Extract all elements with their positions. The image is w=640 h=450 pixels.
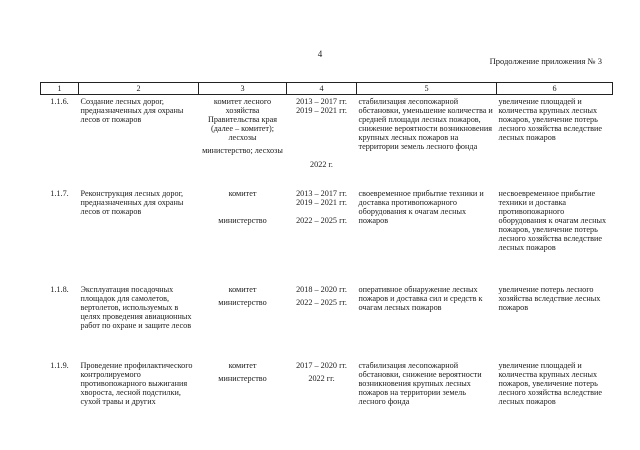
expected-result: стабилизация лесопожарной обстановки, уменьшение количества и средней площади лесных пожаров, снижение вероятности возникновения крупных лесных пожаров на территории земель лесного фонда bbox=[358, 97, 493, 151]
column-header-5: 5 bbox=[357, 83, 497, 95]
expected-result: стабилизация лесопожарной обстановки, снижение вероятности возникновения крупных лесных пожаров на территории земель лесного фонда bbox=[358, 360, 482, 406]
measure-name: Эксплуатация посадочных площадок для самолетов, вертолетов, используемых в целях проведения авиационных работ по охране и защите лесов bbox=[80, 284, 192, 330]
measure-name: Создание лесных дорог, предназначенных для охраны лесов от пожаров bbox=[80, 97, 184, 124]
term-period: 2022 гг. bbox=[308, 373, 335, 383]
term-period: 2019 – 2021 гг. bbox=[296, 106, 347, 115]
non-implementation-effect: увеличение площадей и количества крупных лесных пожаров, увеличение потерь лесного хозяйства вследствие лесных пожаров bbox=[498, 97, 603, 142]
table-row bbox=[41, 95, 613, 187]
table-row bbox=[41, 283, 613, 359]
table-header-row bbox=[41, 83, 613, 95]
term-cell bbox=[287, 283, 357, 359]
term-period: 2018 – 2020 гг. bbox=[296, 284, 347, 294]
term-cell bbox=[287, 359, 357, 429]
term-period: 2017 – 2020 гг. bbox=[296, 360, 347, 370]
term-period: 2022 г. bbox=[310, 160, 333, 169]
executor-primary: комитет лесного хозяйства Правительства края (далее – комитет); лесхозы bbox=[207, 97, 278, 142]
executor-secondary: министерство; лесхозы bbox=[202, 146, 283, 155]
continuation-label: Продолжение приложения № 3 bbox=[489, 56, 602, 66]
non-implementation-effect: несвоевременное прибытие техники и доставка противопожарного оборудования к очагам лесных пожаров, увеличение потерь лесного хозяйства вследствие лесных пожаров bbox=[498, 188, 607, 252]
executor-cell bbox=[199, 283, 287, 359]
table-row bbox=[41, 359, 613, 429]
executor-secondary: министерство bbox=[218, 215, 267, 225]
column-header-3: 3 bbox=[199, 83, 287, 95]
term-period: 2019 – 2021 гг. bbox=[296, 197, 347, 207]
non-implementation-effect: увеличение площадей и количества крупных лесных пожаров, увеличение потерь лесного хозяйства вследствие лесных пожаров bbox=[498, 360, 603, 406]
column-header-4: 4 bbox=[287, 83, 357, 95]
executor-secondary: министерство bbox=[218, 373, 267, 383]
term-period: 2022 – 2025 гг. bbox=[296, 215, 347, 225]
column-header-6: 6 bbox=[497, 83, 613, 95]
non-implementation-effect: увеличение потерь лесного хозяйства вследствие лесных пожаров bbox=[498, 284, 601, 312]
measures-table bbox=[40, 82, 613, 429]
term-cell bbox=[287, 187, 357, 283]
term-cell bbox=[287, 95, 357, 187]
column-header-2: 2 bbox=[79, 83, 199, 95]
term-period: 2022 – 2025 гг. bbox=[296, 297, 347, 307]
executor-primary: комитет bbox=[228, 284, 257, 294]
term-period: 2013 – 2017 гг. bbox=[296, 188, 347, 198]
executor-primary: комитет bbox=[228, 360, 257, 370]
executor-cell bbox=[199, 359, 287, 429]
row-number: 1.1.6. bbox=[50, 97, 69, 106]
table-row bbox=[41, 187, 613, 283]
page-number: 4 bbox=[317, 49, 323, 59]
column-header-1: 1 bbox=[41, 83, 79, 95]
measure-name: Проведение профилактического контролируемого противопожарного выжигания хвороста, лесной подстилки, сухой травы и других bbox=[80, 360, 193, 406]
executor-secondary: министерство bbox=[218, 297, 267, 307]
executor-cell bbox=[199, 187, 287, 283]
executor-cell bbox=[199, 95, 287, 187]
executor-primary: комитет bbox=[228, 188, 257, 198]
row-number: 1.1.8. bbox=[50, 284, 69, 294]
expected-result: оперативное обнаружение лесных пожаров и доставка сил и средств к очагам лесных пожаров bbox=[358, 284, 483, 312]
measure-name: Реконструкция лесных дорог, предназначенных для охраны лесов от пожаров bbox=[80, 188, 184, 216]
row-number: 1.1.7. bbox=[50, 188, 69, 198]
term-period: 2013 – 2017 гг. bbox=[296, 97, 347, 106]
expected-result: своевременное прибытие техники и доставка противопожарного оборудования к очагам лесных пожаров bbox=[358, 188, 484, 225]
row-number: 1.1.9. bbox=[50, 360, 69, 370]
